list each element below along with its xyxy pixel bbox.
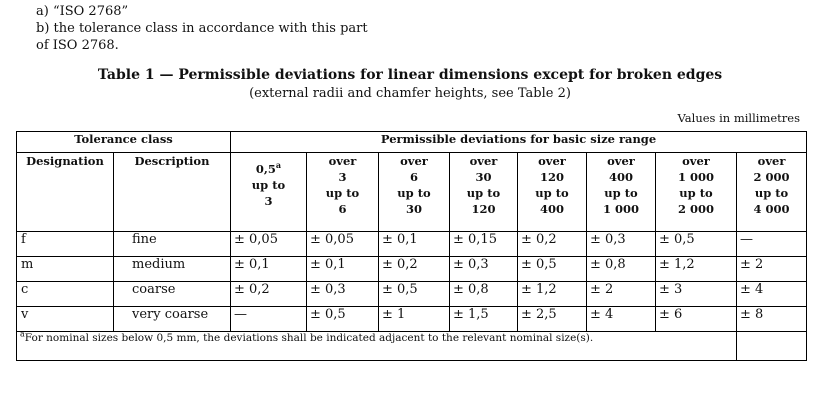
empty-cell <box>737 332 807 361</box>
footnote-text: For nominal sizes below 0,5 mm, the deviations shall be indicated adjacent to the relevant nominal size(s). <box>24 332 594 344</box>
value-cell: ± 0,5 <box>518 257 587 282</box>
range-line: over <box>682 154 710 168</box>
value-cell: ± 0,2 <box>379 257 450 282</box>
value-cell: ± 0,2 <box>231 282 307 307</box>
value-cell: ± 0,5 <box>656 232 737 257</box>
range-line: 3 <box>264 194 273 208</box>
value-cell: ± 2,5 <box>518 307 587 332</box>
value-cell: ± 4 <box>587 307 656 332</box>
range-line: 6 <box>409 170 418 184</box>
range-line: 4 000 <box>753 202 790 216</box>
table-subtitle: (external radii and chamfer heights, see Table 2) <box>249 86 571 101</box>
designation-cell: f <box>17 232 114 257</box>
range-line: up to <box>325 186 360 200</box>
deviations-header: Permissible deviations for basic size range <box>231 132 807 153</box>
designation-header: Designation <box>17 153 114 232</box>
value-cell: ± 1 <box>379 307 450 332</box>
intro-line-a: a) “ISO 2768” <box>36 4 129 19</box>
range-line: 6 <box>338 202 347 216</box>
value-cell: ± 0,1 <box>379 232 450 257</box>
range-header <box>379 153 450 232</box>
header-row-2 <box>17 153 807 232</box>
range-line: 3 <box>338 170 347 184</box>
value-cell: ± 0,3 <box>587 232 656 257</box>
tolerance-table <box>16 131 807 361</box>
range-line: up to <box>754 186 789 200</box>
description-cell: very coarse <box>114 307 231 332</box>
value-cell: ± 0,1 <box>231 257 307 282</box>
range-header <box>737 153 807 232</box>
table-title: Table 1 — Permissible deviations for linear dimensions except for broken edges <box>97 67 723 83</box>
range-line: up to <box>397 186 431 200</box>
description-cell: coarse <box>114 282 231 307</box>
value-cell: ± 0,5 <box>307 307 379 332</box>
range-line: 30 <box>405 202 422 216</box>
range-line: 1 000 <box>677 170 714 184</box>
value-cell: ± 6 <box>656 307 737 332</box>
header-row-1 <box>17 132 807 153</box>
range-line: 0,5 <box>255 162 276 176</box>
value-cell: ± 4 <box>737 282 807 307</box>
table-row <box>17 232 807 257</box>
value-cell: ± 0,15 <box>450 232 518 257</box>
range-line: over <box>607 154 635 168</box>
value-cell: ± 0,3 <box>450 257 518 282</box>
description-header: Description <box>114 153 231 232</box>
value-cell: ± 0,3 <box>307 282 379 307</box>
range-line: up to <box>535 186 569 200</box>
footnote-marker: a <box>275 160 282 171</box>
value-cell: — <box>231 307 307 332</box>
designation-cell: c <box>17 282 114 307</box>
footnote-cell <box>17 329 737 361</box>
value-cell: ± 1,2 <box>656 257 737 282</box>
range-line: up to <box>251 178 286 192</box>
range-line: up to <box>604 186 638 200</box>
footnote-row <box>17 332 807 361</box>
range-line: 30 <box>475 170 492 184</box>
range-header <box>518 153 587 232</box>
table-row <box>17 257 807 282</box>
range-line: up to <box>679 186 713 200</box>
intro-line-b2: of ISO 2768. <box>36 38 119 53</box>
designation-cell: v <box>17 307 114 332</box>
value-cell: — <box>737 232 807 257</box>
range-line: 400 <box>539 202 564 216</box>
range-header <box>450 153 518 232</box>
value-cell: ± 3 <box>656 282 737 307</box>
range-line: 120 <box>539 170 564 184</box>
units-note: Values in millimetres <box>677 111 800 125</box>
value-cell: ± 0,05 <box>231 232 307 257</box>
value-cell: ± 2 <box>587 282 656 307</box>
value-cell: ± 2 <box>737 257 807 282</box>
table-row <box>17 307 807 332</box>
range-line: over <box>538 154 566 168</box>
range-line: 2 000 <box>677 202 714 216</box>
range-line: over <box>757 154 786 168</box>
designation-cell: m <box>17 257 114 282</box>
range-header <box>231 153 307 232</box>
range-header <box>656 153 737 232</box>
range-line: 400 <box>608 170 633 184</box>
value-cell: ± 0,5 <box>379 282 450 307</box>
value-cell: ± 8 <box>737 307 807 332</box>
range-header <box>307 153 379 232</box>
range-line: 120 <box>471 202 496 216</box>
range-header <box>587 153 656 232</box>
footnote-marker: a <box>20 329 25 339</box>
intro-line-b1: b) the tolerance class in accordance with this part <box>36 21 368 36</box>
value-cell: ± 1,2 <box>518 282 587 307</box>
range-line: up to <box>466 186 501 200</box>
tolerance-class-header: Tolerance class <box>17 132 231 153</box>
value-cell: ± 0,8 <box>587 257 656 282</box>
description-cell: fine <box>114 232 231 257</box>
description-cell: medium <box>114 257 231 282</box>
value-cell: ± 0,8 <box>450 282 518 307</box>
range-line: over <box>400 154 428 168</box>
value-cell: ± 0,2 <box>518 232 587 257</box>
range-line: 1 000 <box>602 202 639 216</box>
value-cell: ± 0,1 <box>307 257 379 282</box>
range-line: over <box>328 154 357 168</box>
intro-text <box>36 3 368 54</box>
range-line: over <box>469 154 498 168</box>
value-cell: ± 1,5 <box>450 307 518 332</box>
range-line: 2 000 <box>753 170 790 184</box>
table-row <box>17 282 807 307</box>
value-cell: ± 0,05 <box>307 232 379 257</box>
